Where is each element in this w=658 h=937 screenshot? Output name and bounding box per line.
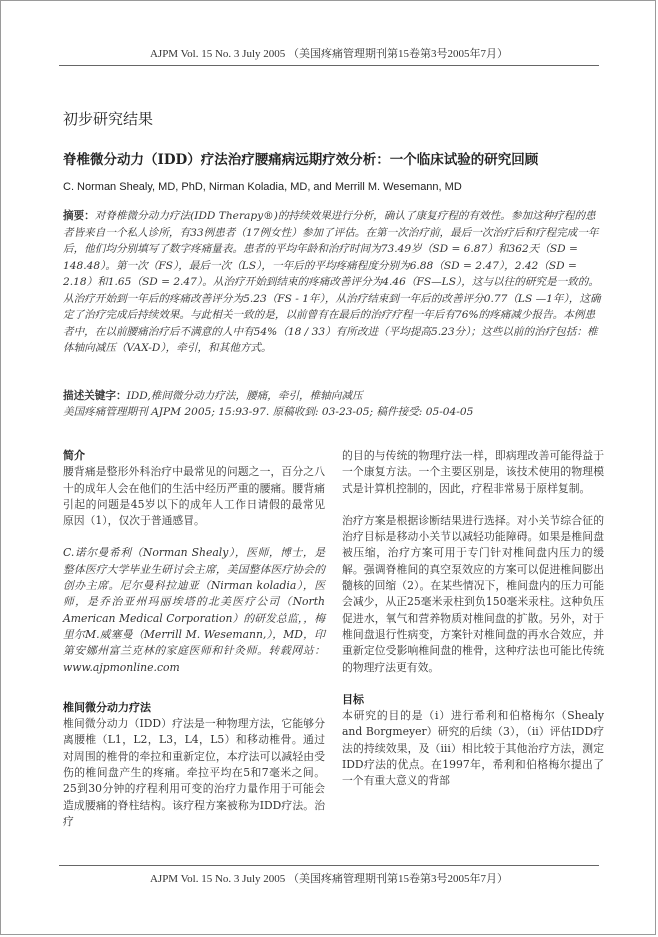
author-list: C. Norman Shealy, MD, PhD, Nirman Koladia, MD, and Merrill M. Wesemann, MD xyxy=(63,181,462,193)
abstract-text: 对脊椎微分动力疗法(IDD Therapy®)的持续效果进行分析，确认了康复疗程的有效性。参加这种疗程的患者皆来自一个私人诊所，有33例患者（17例女性）参加了评估。在第一次治疗前，最后一次治疗后和疗程完成一年后，他们均分别填写了数字疼痛量表。患者的平均年龄和治疗时间为73.49岁（SD = 6.87）和362天（SD = 148.48）。第一次（FS），最后一次（LS），一年后的平均疼痛程度分别为6.88（SD = 2.47），2.42（SD = 2.18）和1.65（SD = 2.47）。从治疗开始到结束的疼痛改善评分为4.46（FS—LS），这与以往的研究是一致的。从治疗开始到一年后的疼痛改善评分为5.23（FS - 1年），从治疗结束到一年后的改善评分0.77（LS —1年），这确定了治疗完成后持续效果。与此相关一致的是，以前曾有在最后的治疗疗程一年后有76%的疼痛减少报告。本例患者中，在以前腰痛治疗后不满意的人中有54%（18 / 33）有所改进（平均提高5.23分）；这些以前的治疗包括：椎体轴向减压（VAX-D），牵引，和其他方式。 xyxy=(63,210,601,354)
author-bio: C.诺尔曼希利（Norman Shealy），医师，博士，是整体医疗大学毕业生研讨会主席，美国整体医疗协会的创办主席。尼尔曼科拉迪亚（Nirman koladia），医师，是乔治亚州玛丽埃塔的北美医疗公司（North American Medical Corporation）的研发总监，，梅里尔M.威塞曼（Merrill M. Wesemann,），MD，印第安娜州富兰克林的家庭医师和针灸师。转载网站：www.ajpmonline.com xyxy=(63,546,325,674)
keywords-label: 描述关键字： xyxy=(63,390,127,402)
continuation-paragraph: 的目的与传统的物理疗法一样，即病理改善可能得益于一个康复方法。一个主要区别是，该技术使用的物理模式是计算机控制的，因此，疗程非常易于原样复制。 xyxy=(342,449,604,495)
abstract-label: 摘要： xyxy=(63,210,95,222)
running-footer: AJPM Vol. 15 No. 3 July 2005 （美国疼痛管理期刊第15卷第3号2005年7月） xyxy=(149,873,509,885)
running-header: AJPM Vol. 15 No. 3 July 2005 （美国疼痛管理期刊第15卷第3号2005年7月） xyxy=(149,48,509,60)
keywords-text: IDD,椎间微分动力疗法，腰痛，牵引，椎轴向减压 xyxy=(126,390,363,402)
footer-rule xyxy=(59,865,599,866)
idd-paragraph: 椎间微分动力（IDD）疗法是一种物理方法，它能够分离腰椎（L1，L2，L3，L4，L5）和移动椎骨。通过对周围的椎骨的牵拉和重新定位，本疗法可以减轻由受伤的椎间盘产生的疼痛。牵拉平均在5和7毫米之间。25到30分钟的疗程利用可变的治疗力量作用于可能会造成腰痛的脊柱结构。该疗程方案被称为IDD疗法。治疗 xyxy=(63,717,325,828)
keywords-block xyxy=(63,389,601,420)
objective-paragraph: 本研究的目的是（i）进行希利和伯格梅尔（Shealy and Borgmeyer）研究的后续（3），（ii）评估IDD疗法的持续效果，及（iii）相比较于其他治疗方法，测定IDD疗法的优点。在1997年，希利和伯格梅尔提出了一个有重大意义的背部 xyxy=(342,709,604,788)
section-label: 初步研究结果 xyxy=(63,110,154,128)
abstract xyxy=(63,208,601,357)
right-column xyxy=(342,448,604,790)
left-column xyxy=(63,448,325,830)
citation: 美国疼痛管理期刊 AJPM 2005; 15:93-97. 原稿收到: 03-23-05; 稿件接受: 05-04-05 xyxy=(63,405,474,418)
objective-heading: 目标 xyxy=(342,693,364,706)
article-title: 脊椎微分动力（IDD）疗法治疗腰痛病远期疗效分析：一个临床试验的研究回顾 xyxy=(63,152,539,168)
protocol-paragraph: 治疗方案是根据诊断结果进行选择。对小关节综合征的治疗目标是移动小关节以减轻功能障碍。如果是椎间盘被压缩，治疗方案可用于专门针对椎间盘内压力的缓解。强调脊椎间的真空泵效应的方案可以促进椎间膨出髓核的回缩（2）。在某些情况下，椎间盘内的压力可能会减少，从正25毫米汞柱到负150毫米汞柱。这种负压促进水，氧气和营养物质对椎间盘的扩散。另外，对于椎间盘退行性病变，方案针对椎间盘的再水合效应，并重新定位受影响椎间盘的椎骨，这种疗法也可能比传统的物理疗法更有效。 xyxy=(342,513,604,674)
intro-heading: 简介 xyxy=(63,450,85,462)
idd-heading: 椎间微分动力疗法 xyxy=(63,701,151,714)
intro-paragraph: 腰背痛是整形外科治疗中最常见的问题之一，百分之八十的成年人会在他们的生活中经历严重的腰痛。腰背痛引起的问题是45岁以下的成年人工作日请假的最常见原因（1），仅次于普通感冒。 xyxy=(63,465,325,528)
header-rule xyxy=(59,65,599,66)
